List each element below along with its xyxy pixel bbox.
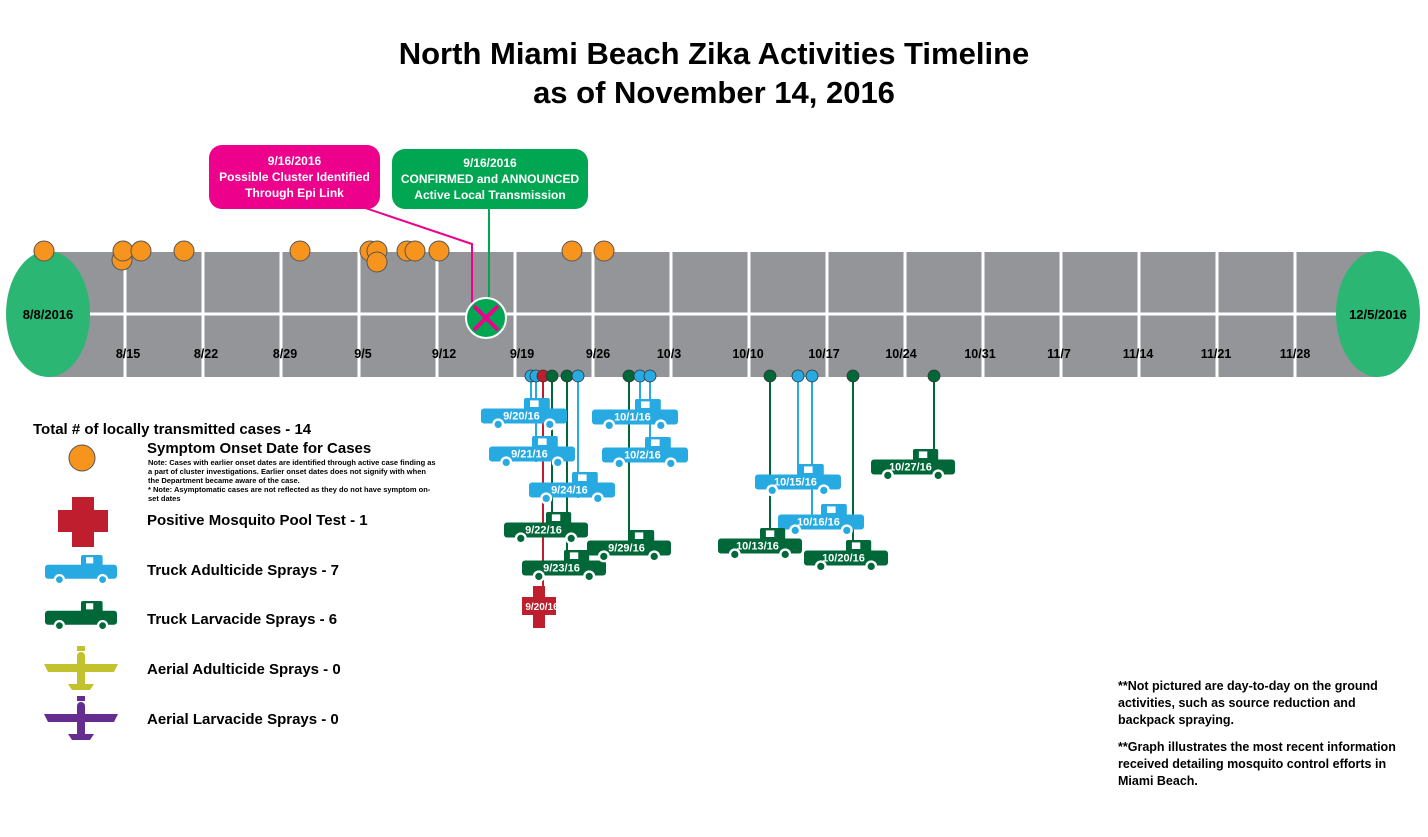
activity-marker-dot: [572, 370, 584, 382]
week-label: 10/24: [885, 347, 917, 361]
truck-icon: [504, 512, 588, 544]
truck-date-label: 9/22/16: [525, 524, 562, 537]
truck-date-label: 10/20/16: [822, 552, 865, 565]
onset-legend-icon: [69, 445, 95, 471]
activity-marker-dot: [806, 370, 818, 382]
confirmed-callout: [392, 149, 588, 209]
confirmed-callout-line1: CONFIRMED and ANNOUNCED: [400, 172, 580, 186]
cluster-callout-date: 9/16/2016: [267, 154, 322, 168]
truck-icon: [489, 436, 575, 468]
truck-date-label: 9/21/16: [511, 448, 548, 461]
truck-icon: [529, 472, 615, 504]
pool-cross-icon: [522, 586, 559, 628]
pool-legend-icon: [58, 497, 108, 547]
pool-date-label: 9/20/16: [525, 602, 559, 613]
legend-truck-adult-label: Truck Adulticide Sprays - 7: [147, 562, 340, 579]
truck-date-label: 9/29/16: [608, 542, 645, 555]
truck-icon: [481, 398, 567, 430]
week-label: 11/28: [1279, 347, 1311, 361]
week-label: 11/7: [1047, 347, 1071, 361]
end-date-label: 12/5/2016: [1349, 307, 1407, 322]
case-onset-dot: [562, 241, 582, 261]
legend-note: [148, 458, 438, 503]
truck-icon: [602, 437, 688, 469]
truck-icon: [871, 449, 955, 481]
legend-note-1: Note: Cases with earlier onset dates are identified through active case finding as a part of cluster investigations. Earlier onset dates does not signify with when the Department became aware of the case.: [148, 458, 436, 485]
confirmed-callout-date: 9/16/2016: [463, 156, 517, 170]
case-onset-dot: [405, 241, 425, 261]
legend-aerial-adult-label: Aerial Adulticide Sprays - 0: [147, 661, 341, 678]
truck-date-label: 9/20/16: [503, 410, 540, 423]
truck-date-label: 10/13/16: [736, 540, 779, 553]
week-label: 11/14: [1122, 347, 1154, 361]
legend-aerial-larva-label: Aerial Larvacide Sprays - 0: [147, 711, 339, 728]
case-onset-dot: [113, 241, 133, 261]
activity-marker-dot: [561, 370, 573, 382]
truck-date-label: 9/24/16: [551, 484, 588, 497]
footnote-not-pictured: **Not pictured are day-to-day on the ground activities, such as source reduction and backpack spraying.: [1118, 679, 1378, 727]
week-label: 10/17: [808, 347, 840, 361]
week-label: 11/21: [1200, 347, 1232, 361]
truck-icon: [804, 540, 888, 572]
case-onset-dot: [34, 241, 54, 261]
activity-marker-dot: [764, 370, 776, 382]
truck-icon: [755, 464, 841, 496]
activity-marker-dot: [644, 370, 656, 382]
week-label: 8/22: [193, 347, 219, 361]
page-title: North Miami Beach Zika Activities Timeline: [398, 36, 1030, 71]
confirmed-callout-line2: Active Local Transmission: [414, 188, 566, 202]
truck-date-label: 10/2/16: [624, 449, 661, 462]
week-label: 8/29: [272, 347, 298, 361]
case-onset-dot: [174, 241, 194, 261]
activity-marker-dot: [546, 370, 558, 382]
legend-truck-larva-label: Truck Larvacide Sprays - 6: [147, 611, 338, 628]
case-onset-dot: [131, 241, 151, 261]
transmission-marker-icon: [466, 298, 506, 338]
legend-onset-label: Symptom Onset Date for Cases: [147, 440, 372, 457]
activity-marker-dot: [792, 370, 804, 382]
aerial-adulticide-plane-icon: [44, 646, 118, 690]
truck-icon: [778, 504, 864, 536]
case-onset-dot: [367, 252, 387, 272]
activity-marker-dot: [847, 370, 859, 382]
activity-marker-dot: [623, 370, 635, 382]
page-subtitle: as of November 14, 2016: [533, 75, 895, 110]
week-label: 10/3: [656, 347, 682, 361]
truck-icon: [45, 601, 117, 631]
cluster-callout: [209, 145, 380, 209]
truck-date-label: 10/15/16: [774, 476, 817, 489]
aerial-larvacide-plane-icon: [44, 696, 118, 740]
case-onset-dot: [290, 241, 310, 261]
legend-pool-label: Positive Mosquito Pool Test - 1: [147, 512, 368, 529]
truck-date-label: 10/27/16: [889, 461, 932, 474]
week-label: 9/12: [431, 347, 457, 361]
footnote-recent-info: **Graph illustrates the most recent information received detailing mosquito control efforts in Miami Beach.: [1118, 740, 1396, 788]
truck-date-label: 10/1/16: [614, 411, 651, 424]
case-onset-dot: [429, 241, 449, 261]
truck-icon: [718, 528, 802, 560]
week-label: 10/31: [964, 347, 996, 361]
cluster-callout-line2: Through Epi Link: [245, 186, 344, 200]
week-label: 9/26: [585, 347, 611, 361]
week-label: 9/19: [509, 347, 535, 361]
activity-marker-dot: [928, 370, 940, 382]
legend-note-2: * Note: Asymptomatic cases are not reflected as they do not have symptom on-set dates: [148, 485, 431, 503]
truck-icon: [592, 399, 678, 431]
week-label: 10/10: [732, 347, 764, 361]
cluster-callout-line1: Possible Cluster Identified: [219, 170, 370, 184]
case-onset-dot: [594, 241, 614, 261]
truck-date-label: 9/23/16: [543, 562, 580, 575]
truck-icon: [587, 530, 671, 562]
legend-total-cases: Total # of locally transmitted cases - 14: [33, 421, 312, 438]
truck-icon: [45, 555, 117, 585]
truck-date-label: 10/16/16: [797, 516, 840, 529]
week-label: 9/5: [354, 347, 372, 361]
start-date-label: 8/8/2016: [22, 307, 74, 322]
week-label: 8/15: [115, 347, 141, 361]
